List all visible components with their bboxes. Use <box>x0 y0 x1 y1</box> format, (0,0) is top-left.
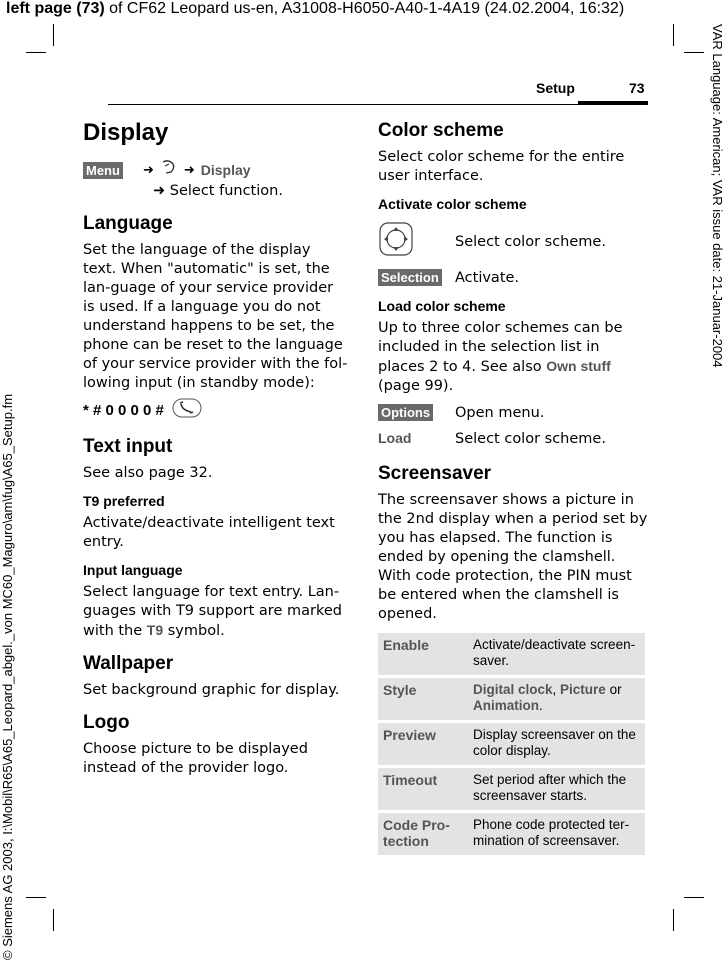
crop-mark <box>673 909 674 931</box>
style-animation: Animation <box>473 698 539 713</box>
option-key: Preview <box>378 723 468 765</box>
heading-text-input: Text input <box>83 436 173 457</box>
section-title-display: Display <box>83 119 169 146</box>
screensaver-options-table <box>378 630 645 858</box>
option-desc: Activate/deactivate screen-saver. <box>468 633 645 675</box>
color-scheme-text: Select color scheme for the entire user interface. <box>378 149 625 184</box>
document-header <box>6 0 624 18</box>
screensaver-text: The screensaver shows a picture in the 2nd display when a period set by you has elapsed. The function is ended by opening the clamshell. With code protection, the PIN must be entered when the clamshell is opened. <box>378 492 648 622</box>
page-number-rule <box>578 101 648 104</box>
option-key: Timeout <box>378 768 468 810</box>
text-input-see-also: See also page 32. <box>83 465 213 481</box>
load-row-text: Select color scheme. <box>455 430 606 447</box>
table-row <box>378 723 645 765</box>
page-number: 73 <box>629 80 645 96</box>
style-period: . <box>539 698 543 713</box>
crop-mark <box>673 24 674 46</box>
selection-key: Selection <box>378 269 442 286</box>
option-desc: Display screensaver on the color display. <box>468 723 645 765</box>
own-stuff-ref: Own stuff <box>546 358 611 374</box>
options-key: Options <box>378 404 433 421</box>
menu-path-sub: ➜ Select function. <box>153 183 283 199</box>
activate-row <box>378 221 648 263</box>
option-key: Style <box>378 678 468 720</box>
option-key: Enable <box>378 633 468 675</box>
running-head-rule <box>108 104 648 105</box>
options-row-text: Open menu. <box>455 405 545 421</box>
load-color-scheme-text <box>378 319 648 396</box>
table-row <box>378 633 645 675</box>
style-or: or <box>605 682 622 697</box>
heading-color-scheme: Color scheme <box>378 120 504 141</box>
selection-row-text: Activate. <box>455 270 520 286</box>
style-digital-clock: Digital clock <box>473 682 553 697</box>
menu-key: Menu <box>83 162 123 179</box>
input-language-text <box>83 583 348 641</box>
side-note-right <box>709 24 725 404</box>
crop-mark <box>26 52 46 53</box>
right-column <box>378 120 648 858</box>
running-head-title: Setup <box>536 80 575 96</box>
style-picture: Picture <box>560 682 606 697</box>
reset-code-line <box>83 397 348 424</box>
menu-path <box>83 158 348 182</box>
table-row <box>378 678 645 720</box>
heading-language: Language <box>83 213 173 234</box>
table-row <box>378 768 645 810</box>
load-text-b: (page 99). <box>378 378 454 394</box>
call-key-icon <box>172 397 202 424</box>
var-language-note: VAR Language: American; VAR issue date: 21-Januar-2004 <box>710 24 725 368</box>
wallpaper-text: Set background graphic for display. <box>83 682 340 698</box>
heading-logo: Logo <box>83 712 130 733</box>
load-text-a: Up to three color schemes can be included in the selection list in places 2 to 4. See also <box>378 320 623 375</box>
crop-mark <box>684 897 704 898</box>
style-sep: , <box>552 682 561 697</box>
crop-mark <box>684 52 704 53</box>
reset-code: * # 0 0 0 0 # <box>83 402 164 419</box>
selection-row <box>378 269 648 288</box>
options-row <box>378 404 648 423</box>
navigation-key-icon <box>378 245 414 261</box>
load-softkey: Load <box>378 430 412 446</box>
crop-mark <box>26 897 46 898</box>
copyright-path-note: © Siemens AG 2003, I:\Mobil\R65\A65_Leopard_abgel._von MC60_Maguro\am\fug\A65_Setup.fm <box>0 393 15 960</box>
header-file-info: of CF62 Leopard us-en, A31008-H6050-A40-1-4A19 (24.02.2004, 16:32) <box>104 0 625 17</box>
arrow-right-icon: ➜ <box>183 162 195 178</box>
display-menu-icon <box>160 158 178 182</box>
input-language-text-b: symbol. <box>163 623 225 639</box>
option-key: Code Pro-tection <box>378 813 468 855</box>
side-note-left <box>0 340 16 960</box>
arrow-right-icon: ➜ <box>142 162 154 178</box>
input-language-text-a: Select language for text entry. Lan-guages with T9 support are marked with the <box>83 584 342 639</box>
logo-text: Choose picture to be displayed instead of the provider logo. <box>83 741 308 776</box>
heading-t9-preferred: T9 preferred <box>83 493 165 509</box>
table-row <box>378 813 645 855</box>
option-desc: Phone code protected ter-mination of screensaver. <box>468 813 645 855</box>
header-page-label: left page (73) <box>6 0 105 17</box>
option-desc <box>468 678 645 720</box>
menu-item-display: Display <box>200 161 251 178</box>
crop-mark <box>53 24 54 46</box>
heading-wallpaper: Wallpaper <box>83 653 174 674</box>
load-row <box>378 429 648 449</box>
crop-mark <box>53 909 54 931</box>
language-text: Set the language of the display text. When "automatic" is set, the lan-guage of your service provider is used. If a language you do not understand happens to be set, the phone can be reset to the language of your service provider with the fol-lowing input (in standby mode): <box>83 242 348 391</box>
option-desc: Set period after which the screensaver starts. <box>468 768 645 810</box>
heading-load-color-scheme: Load color scheme <box>378 298 506 314</box>
heading-screensaver: Screensaver <box>378 463 492 484</box>
t9-symbol: T9 <box>146 622 164 638</box>
activate-row-text: Select color scheme. <box>455 233 606 250</box>
heading-activate-color-scheme: Activate color scheme <box>378 196 527 212</box>
t9-preferred-text: Activate/deactivate intelligent text entry. <box>83 515 335 550</box>
heading-input-language: Input language <box>83 562 183 578</box>
left-column <box>83 118 348 778</box>
